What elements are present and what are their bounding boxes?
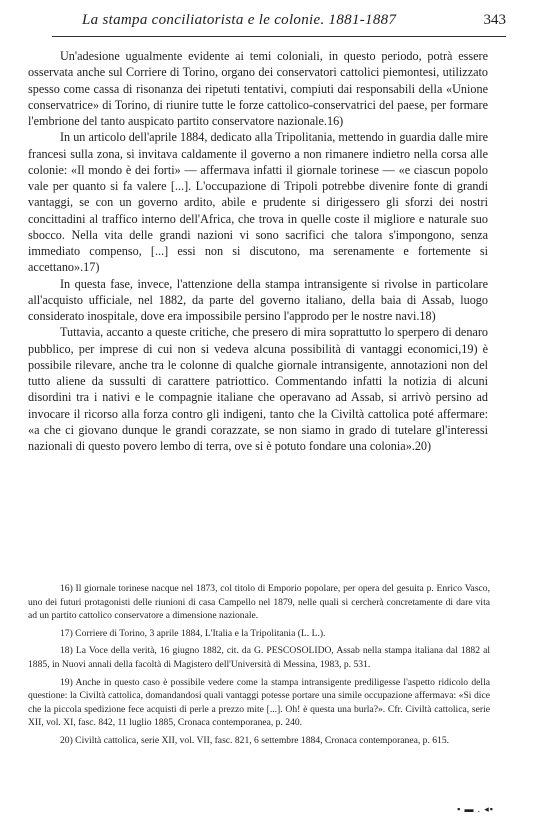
paragraph: Un'adesione ugualmente evidente ai temi coloniali, in questo periodo, potrà essere osservata anche sul Corriere di Torino, organo dei conservatori cattolici piemontesi, utilizzato spesso come cassa di risonanza dei ripetuti tentativi, compiuti dai responsabili della «Unione conservatrice» di Torino, di riunire tutte le forze cattolico-conservatrici del paese, per formare l'embrione del tanto auspicato partito conservatore nazionale.16) <box>28 49 488 128</box>
footnote: 17) Corriere di Torino, 3 aprile 1884, L'Italia e la Tripolitania (L. L.). <box>60 627 326 639</box>
page-number: 343 <box>483 12 506 28</box>
print-marks: ▪ ▬ . ◂▪ <box>457 804 494 814</box>
paragraph: In un articolo dell'aprile 1884, dedicato alla Tripolitania, mettendo in guardia dalle mire francesi sulla zona, si invitava caldamente il governo a non rimanere indietro nella corsa alle colonie: «Il mondo è dei forti» — affermava infatti il giornale torinese — «e ciascun popolo vale per quanto si fa valere [...]. L'occupazione di Tripoli potrebbe divenire fonte di grandi vantaggi, se con un governo ardito, abile e prudente si dirigessero gli sforzi dei nostri concittadini al traffico interno dell'Africa, che trova in quelle coste il migliore e naturale suo sbocco. Nella vita delle grandi nazioni vi sono sacrifici che talora s'impongono, senza immediato compenso, [...] essi non si discutono, ma serenamente e fortemente si accettano».17) <box>28 130 488 275</box>
running-title: La stampa conciliatorista e le colonie. 1881-1887 <box>82 12 397 28</box>
main-text <box>28 48 488 454</box>
paragraph: In questa fase, invece, l'attenzione della stampa intransigente si rivolse in particolare all'acquisto ufficiale, nel 1882, da parte del governo italiano, della baia di Assab, luogo considerato inospitale, dove era impossibile persino l'approdo per le nostre navi.18) <box>28 276 488 323</box>
footnote: 20) Civiltà cattolica, serie XII, vol. VII, fasc. 821, 6 settembre 1884, Cronaca contemporanea, p. 615. <box>60 734 450 746</box>
footnotes <box>28 582 490 752</box>
page-header <box>52 10 506 37</box>
footnote: 19) Anche in questo caso è possibile vedere come la stampa intransigente prediligesse l'aspetto ridicolo della questione: la Civiltà cattolica, domandandosi quali vantaggi potesse portare una simile occupazione affermava: «Si dice che la piccola spedizione fece acquisti di perle a prezzo mite [...]. Oh! è questa una burla?». Cfr. Civiltà cattolica, serie XII, vol. XI, fasc. 842, 11 luglio 1885, Cronaca contemporanea, p. 240. <box>28 676 490 729</box>
footnote: 16) Il giornale torinese nacque nel 1873, col titolo di Emporio popolare, per opera del gesuita p. Enrico Vasco, uno dei futuri protagonisti delle riunioni di casa Campello nel 1879, nelle quali si cercherà concretamente di dare vita ad un partito cattolico conservatore a dimensione nazionale. <box>28 583 490 622</box>
paragraph: Tuttavia, accanto a queste critiche, che presero di mira soprattutto lo sperpero di denaro pubblico, per imprese di cui non si vedeva alcuna possibilità di vantaggi economici,19) è possibile rilevare, anche tra le colonne di qualche giornale intransigente, annotazioni non del tutto aliene da sussulti di carattere patriottico. Commentando infatti la notizia di alcuni disordini tra i nativi e le compagnie italiane che operavano ad Assab, si arrivò persino ad invocare il ricorso alla forza contro gli indigeni, tanto che la Civiltà cattolica poté affermare: «a che ci giovano dunque le grandi corazzate, se non siamo in grado di tutelare gl'interessi nazionali di questo povero lembo di terra, ove si è potuto fondare una colonia».20) <box>28 325 488 453</box>
footnote: 18) La Voce della verità, 16 giugno 1882, cit. da G. PESCOSOLIDO, Assab nella stampa italiana dal 1882 al 1885, in Nuovi annali della facoltà di Magistero dell'Università di Messina, 1983, p. 531. <box>28 645 490 670</box>
